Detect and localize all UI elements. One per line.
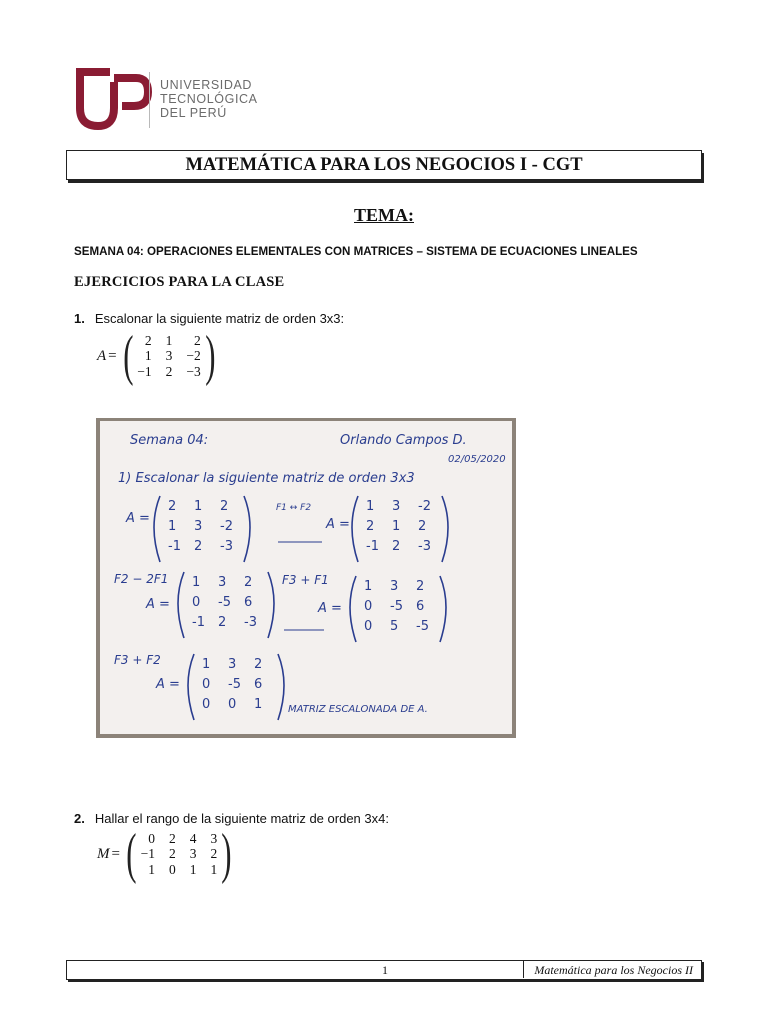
photo-matrix-cell: 1 [202, 657, 211, 672]
handwritten-solution-photo [96, 418, 516, 738]
photo-matrix-cell: 1 [254, 697, 263, 712]
matrix-cell: 0 [148, 830, 155, 846]
photo-matrix-cell: 1 [192, 575, 201, 590]
page-footer [66, 960, 702, 980]
photo-matrix-cell: 1 [366, 499, 375, 514]
photo-matrix-cell: -3 [220, 539, 233, 554]
svg-text:A =: A = [126, 511, 150, 526]
photo-matrix-cell: -5 [416, 619, 429, 634]
photo-matrix-cell: -2 [220, 519, 233, 534]
photo-matrix-cell: 0 [202, 697, 211, 712]
matrix-a-entries [137, 333, 201, 380]
svg-text:A =: A = [326, 517, 350, 532]
matrix-cell: −2 [186, 348, 201, 364]
photo-matrix-cell: -5 [218, 595, 231, 610]
exercises-heading: EJERCICIOS PARA LA CLASE [74, 274, 285, 290]
matrix-cell: −1 [140, 846, 155, 862]
photo-matrix-cell: 5 [390, 619, 399, 634]
svg-text:A =: A = [146, 597, 170, 612]
footer-course: Matemática para los Negocios II [534, 963, 693, 977]
photo-op1: F1 ↔ F2 [276, 503, 312, 513]
photo-matrix-cell: 2 [418, 519, 427, 534]
photo-matrix-cell: 3 [218, 575, 227, 590]
matrix-cell: −1 [137, 363, 152, 379]
question-2 [74, 811, 389, 826]
photo-matrix-cell: -1 [168, 539, 181, 554]
photo-date: 02/05/2020 [448, 454, 506, 465]
photo-matrix-cell: 2 [392, 539, 401, 554]
photo-matrix-cell: 3 [390, 579, 399, 594]
matrix-cell: 1 [210, 861, 218, 877]
photo-header-right: Orlando Campos D. [340, 433, 467, 448]
photo-matrix-cell: 0 [202, 677, 211, 692]
photo-matrix-cell: 2 [244, 575, 253, 590]
matrix-a-name: A [97, 347, 107, 364]
question-2-number: 2. [74, 811, 85, 826]
photo-matrix-cell: 0 [364, 619, 373, 634]
matrix-cell: 2 [210, 846, 218, 862]
photo-op2: F2 − 2F1 [114, 572, 169, 586]
question-1-text: Escalonar la siguiente matriz de orden 3x3: [94, 311, 345, 326]
photo-matrix-cell: 2 [168, 499, 177, 514]
photo-matrix-cell: 6 [416, 599, 425, 614]
matrix-cell: 4 [189, 830, 197, 846]
photo-op4: F3 + F2 [114, 653, 161, 667]
photo-matrix-cell: 6 [254, 677, 263, 692]
photo-exercise: 1) Escalonar la siguiente matriz de orden 3x3 [118, 471, 415, 486]
matrix-cell: −3 [186, 363, 201, 379]
matrix-m-entries [141, 831, 218, 878]
photo-matrix-cell: -5 [390, 599, 403, 614]
photo-matrix-cell: 2 [416, 579, 425, 594]
matrix-cell: 2 [169, 846, 176, 862]
week-heading: SEMANA 04: OPERACIONES ELEMENTALES CON MATRICES – SISTEMA DE ECUACIONES LINEALES [74, 245, 638, 258]
photo-matrix-cell: 1 [392, 519, 401, 534]
photo-op3: F3 + F1 [282, 573, 329, 587]
matrix-cell: 3 [165, 348, 173, 364]
matrix-cell: 2 [169, 830, 176, 846]
matrix-m: M = ( 0 2 4 3 −1 2 3 2 1 0 1 1 ) [97, 823, 232, 885]
matrix-cell: 1 [144, 348, 152, 364]
matrix-cell: 2 [194, 332, 201, 348]
question-1 [74, 311, 344, 326]
photo-matrix-cell: -3 [418, 539, 431, 554]
matrix-cell: 2 [144, 332, 152, 348]
photo-matrix-cell: -5 [228, 677, 241, 692]
question-1-number: 1. [74, 311, 85, 326]
matrix-a: A = ( 2 1 2 1 3 −2 −1 2 −3 ) [97, 325, 216, 387]
matrix-cell: 0 [169, 861, 176, 877]
photo-matrix-cell: 1 [168, 519, 177, 534]
document-title: MATEMÁTICA PARA LOS NEGOCIOS I - CGT [185, 154, 583, 175]
photo-matrix-cell: 2 [220, 499, 229, 514]
logo-divider [149, 72, 150, 128]
page-number: 1 [382, 963, 388, 977]
matrix-cell: 2 [165, 363, 173, 379]
matrix-cell: 3 [210, 830, 218, 846]
photo-matrix-cell: 3 [392, 499, 401, 514]
photo-matrix-cell: 2 [194, 539, 203, 554]
tema-heading: TEMA: [354, 205, 414, 225]
photo-matrix-cell: 1 [194, 499, 203, 514]
matrix-cell: 1 [189, 861, 197, 877]
photo-matrix-cell: 0 [228, 697, 237, 712]
svg-text:A =: A = [156, 677, 180, 692]
svg-text:A =: A = [318, 601, 342, 616]
photo-matrix-cell: 3 [194, 519, 203, 534]
photo-matrix-cell: 2 [218, 615, 227, 630]
matrix-cell: 3 [189, 846, 197, 862]
document-title-box [66, 150, 702, 180]
photo-matrix-cell: -1 [192, 615, 205, 630]
photo-matrix-cell: 0 [364, 599, 373, 614]
photo-header-left: Semana 04: [130, 433, 209, 448]
matrix-cell: 1 [165, 332, 173, 348]
matrix-m-name: M [97, 845, 110, 862]
photo-matrix-cell: -3 [244, 615, 257, 630]
photo-matrix-cell: 6 [244, 595, 253, 610]
photo-matrix-cell: 2 [366, 519, 375, 534]
question-2-text: Hallar el rango de la siguiente matriz de orden 3x4: [94, 811, 389, 826]
photo-matrix-cell: 0 [192, 595, 201, 610]
photo-matrix-cell: 1 [364, 579, 373, 594]
photo-matrix-cell: 2 [254, 657, 263, 672]
photo-result-label: MATRIZ ESCALONADA DE A. [288, 704, 428, 715]
photo-matrix-cell: 3 [228, 657, 237, 672]
matrix-cell: 1 [148, 861, 155, 877]
photo-matrix-cell: -1 [366, 539, 379, 554]
university-name: UNIVERSIDAD TECNOLÓGICA DEL PERÚ [160, 78, 258, 120]
photo-matrix-cell: -2 [418, 499, 431, 514]
